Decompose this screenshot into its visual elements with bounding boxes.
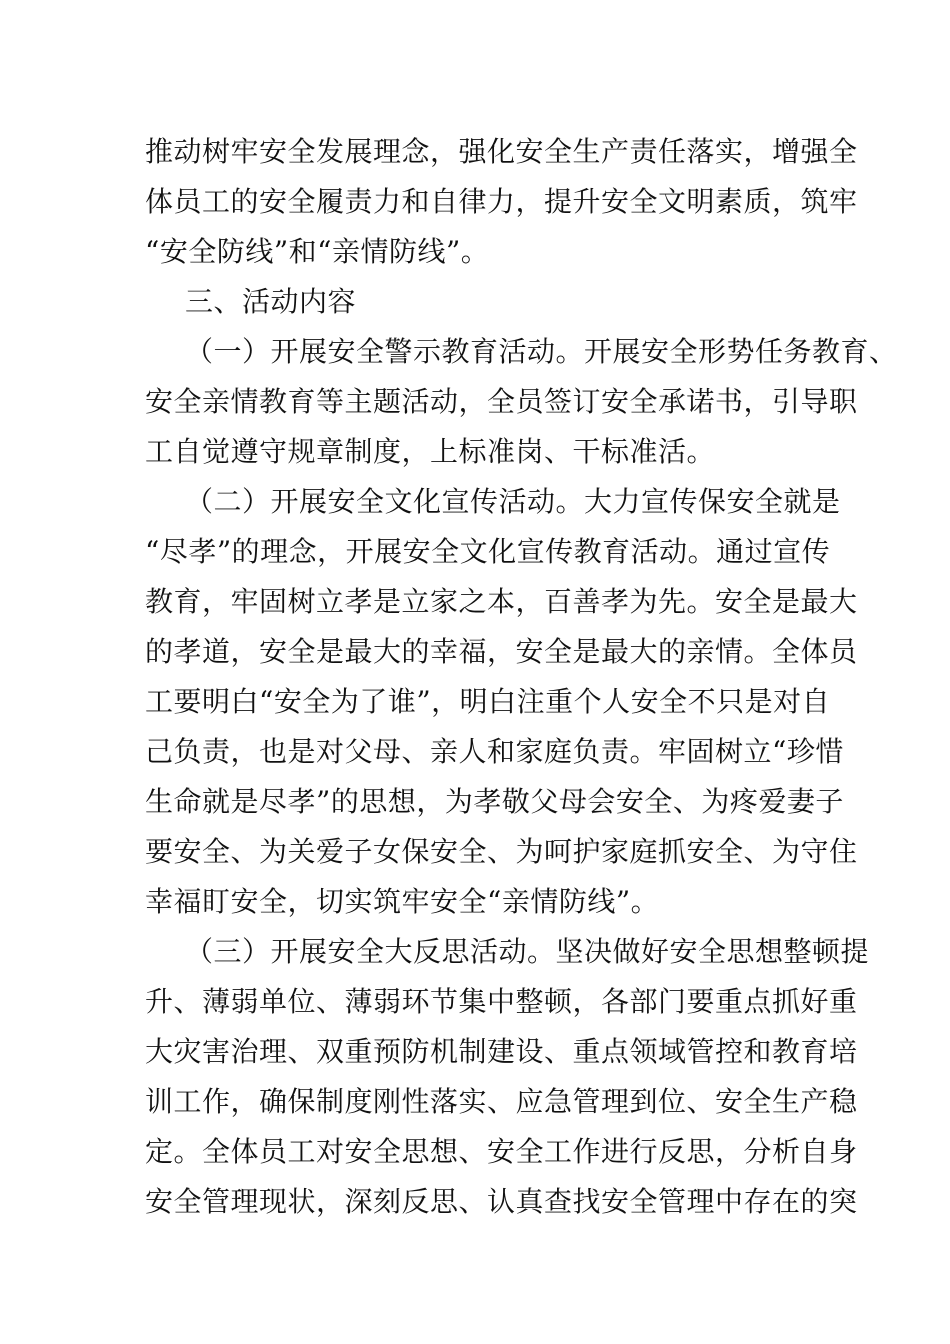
paragraph-line: 体员工的安全履责力和自律力，提升安全文明素质，筑牢 (145, 185, 858, 218)
paragraph-line: 幸福盯安全，切实筑牢安全“亲情防线”。 (145, 885, 660, 918)
paragraph-line: 安全亲情教育等主题活动，全员签订安全承诺书，引导职 (145, 385, 858, 418)
paragraph-line: 大灾害治理、双重预防机制建设、重点领域管控和教育培 (145, 1035, 858, 1068)
paragraph-line: 的孝道，安全是最大的幸福，安全是最大的亲情。全体员 (145, 635, 858, 668)
section-heading: 三、活动内容 (185, 285, 357, 318)
paragraph-line: 要安全、为关爱子女保安全、为呵护家庭抓安全、为守住 (145, 835, 858, 868)
paragraph-line: 定。全体员工对安全思想、安全工作进行反思，分析自身 (145, 1135, 858, 1168)
paragraph-line: “尽孝”的理念，开展安全文化宣传教育活动。通过宣传 (145, 535, 831, 568)
paragraph-line: “安全防线”和“亲情防线”。 (145, 235, 490, 268)
paragraph-line: （一）开展安全警示教育活动。开展安全形势任务教育、 (185, 335, 898, 368)
paragraph-line: 己负责，也是对父母、亲人和家庭负责。牢固树立“珍惜 (145, 735, 844, 768)
paragraph-line: 训工作，确保制度刚性落实、应急管理到位、安全生产稳 (145, 1085, 858, 1118)
paragraph-line: 教育，牢固树立孝是立家之本，百善孝为先。安全是最大 (145, 585, 858, 618)
paragraph-line: 生命就是尽孝”的思想，为孝敬父母会安全、为疼爱妻子 (145, 785, 844, 818)
document-body (145, 127, 898, 1227)
paragraph-line: 升、薄弱单位、薄弱环节集中整顿，各部门要重点抓好重 (145, 985, 858, 1018)
paragraph-line: 工自觉遵守规章制度，上标准岗、干标准活。 (145, 435, 716, 468)
paragraph-line: 工要明白“安全为了谁”，明白注重个人安全不只是对自 (145, 685, 831, 718)
paragraph-line: 安全管理现状，深刻反思、认真查找安全管理中存在的突 (145, 1185, 858, 1218)
paragraph-line: （二）开展安全文化宣传活动。大力宣传保安全就是 (185, 485, 841, 518)
paragraph-line: （三）开展安全大反思活动。坚决做好安全思想整顿提 (185, 935, 870, 968)
paragraph-line: 推动树牢安全发展理念，强化安全生产责任落实，增强全 (145, 135, 858, 168)
